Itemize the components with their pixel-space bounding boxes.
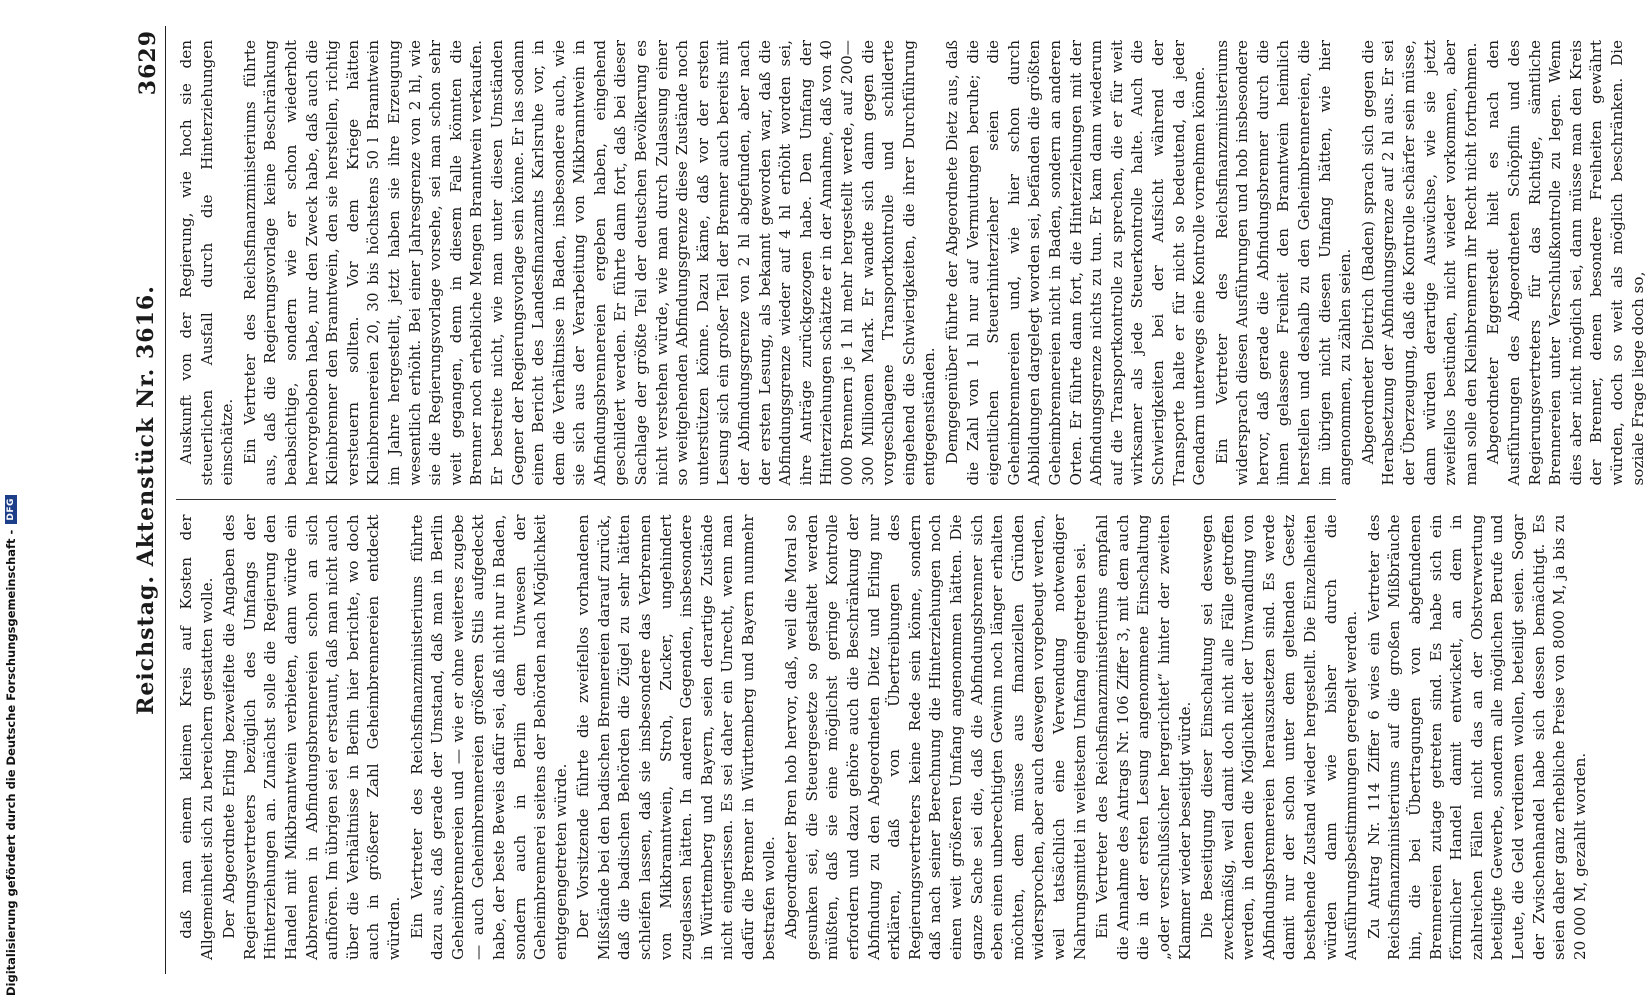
paragraph: Abgeordneter Bren hob hervor, daß, weil die Moral so gesunken sei, die Steuergesetze so gestaltet werden müßten, daß sie eine möglichst geringe Kontrolle erfordern und dazu gehöre auch die Beschränkung der Abfindung zu den Abgeordneten Dietz und Erling nur erklären, daß von Übertreibungen des Regierungsvertreters keine Rede sein könne, sondern daß nach seiner Berechnung die Hinterziehungen noch einen weit größeren Umfang angenommen hätten. Die ganze Sache sei die, daß die Abfindungsbrenner sich eben einen unberechtigten Gewinn noch länger erhalten möchten, dem müsse aus finanziellen Gründen widersprochen, aber auch deswegen vorgebeugt werden, weil tatsächlich eine Verwendung notwendiger Nahrungsmittel in weitestem Umfang eingetreten sei.: [782, 514, 1089, 960]
paragraph: Auskunft von der Regierung, wie hoch sie den steuerlichen Ausfall durch die Hinterziehungen einschätze.: [177, 40, 237, 486]
paragraph: Der Vorsitzende führte die zweifellos vorhandenen Mißstände bei den badischen Brennereien darauf zurück, daß die badischen Behörden die Zügel zu sehr hätten schleifen lassen, daß sie insbesondere das Verbrennen von Mikbranntwein, Stroh, Zucker, ungehindert zugelassen hätten. In anderen Gegenden, insbesondere in Württemberg und Bayern, seien derartige Zustände nicht eingerissen. Es sei daher ein Unrecht, wenn man dafür die Brenner in Württemberg und Bayern nunmehr bestrafen wolle.: [574, 514, 778, 960]
paragraph: Zu Antrag Nr. 114 Ziffer 6 wies ein Vertreter des Reichsfinanzministeriums auf die großen Mißbräuche hin, die bei Übertragungen von abgefundenen Brennereien zutage getreten sind. Es habe sich ein förmlicher Handel damit entwickelt, an dem in zahlreichen Fällen nicht das an der Obstverwertung beteiligte Gewerbe, sondern alle möglichen Berufe und Leute, die Geld verdienen wollen, beteiligt seien. Sogar der Zwischenhandel habe sich dessen bemächtigt. Es seien daher ganz erhebliche Preise von 8000 M, ja bis zu 20 000 M, gezahlt worden.: [1364, 514, 1589, 960]
paragraph: Ein Vertreter des Reichsfinanzministeriums führte aus, daß die Regierungsvorlage keine Beschränkung beabsichtige, sondern wie er schon wiederholt hervorgehoben habe, nur den Zweck habe, daß auch die Kleinbrenner den Branntwein, den sie herstellen, richtig versteuern sollten. Vor dem Kriege hätten Kleinbrennereien 20, 30 bis höchstens 50 l Branntwein im Jahre hergestellt, jetzt haben sie ihre Erzeugung wesentlich erhöht. Bei einer Jahresgrenze von 2 hl, wie sie die Regierungsvorlage vorsehe, sei man schon sehr weit gegangen, denn in diesem Falle könnten die Brenner noch erhebliche Mengen Branntwein verkaufen. Er bestreite nicht, wie man unter diesen Umständen Gegner der Regierungsvorlage sein könne. Er las sodann einen Bericht des Landesfinanzamts Karlsruhe vor, in dem die Verhältnisse in Baden, insbesondere auch, wie sie sich aus der Verarbeitung von Mikbranntwein in Abfindungsbrennereien ergeben haben, eingehend geschildert werden. Er führte dann fort, daß bei dieser Sachlage der größte Teil der deutschen Bevölkerung es nicht verstehen würde, wie man durch Zulassung einer so weitgehenden Abfindungsgrenze diese Zustände noch unterstützen könne. Dazu käme, daß vor der ersten Lesung sich ein großer Teil der Brenner auch bereits mit der Abfindungsgrenze von 2 hl abgefunden, aber nach der ersten Lesung, als bekannt geworden war, daß die Abfindungsgrenze wieder auf 4 hl erhöht worden sei, ihre Anträge zurückgezogen habe. Den Umfang der Hinterziehungen schätzte er in der Annahme, daß von 40 000 Brennern je 1 hl mehr hergestellt werde, auf 200—300 Millionen Mark. Er wandte sich dann gegen die vorgeschlagene Transportkontrolle und schilderte eingehend die Schwierigkeiten, die ihrer Durchführung entgegenständen.: [240, 40, 939, 486]
paragraph: daß man einem kleinen Kreis auf Kosten der Allgemeinheit sich zu bereichern gestatten wolle.: [177, 514, 216, 960]
paragraph: Abgeordneter Dietrich (Baden) sprach sich gegen die Herabsetzung der Abfindungsgrenze auf 2 hl aus. Er sei der Überzeugung, daß die Kontrolle schärfer sein müsse, dann würden derartige Auswüchse, wie sie jetzt zweifellos bestünden, nicht wieder vorkommen, aber man solle den Kleinbrennern ihr Recht nicht fortnehmen.: [1358, 40, 1480, 486]
paragraph: Die Beseitigung dieser Einschaltung sei deswegen zweckmäßig, weil damit doch nicht alle Fälle getroffen werden, in denen die Möglichkeit der Umwandlung von Abfindungsbrennereien herauszusetzen sind. Es werde damit nur der schon unter dem geltenden Gesetz bestehende Zustand wieder hergestellt. Die Einzelheiten würden dann wie bisher durch die Ausführungsbestimmungen geregelt werden.: [1198, 514, 1361, 960]
credit-text: Digitalisierung gefördert durch die Deutsche Forschungsgemeinschaft -: [4, 529, 18, 996]
newspaper-page: [97, 0, 1647, 1000]
paragraph: Demgegenüber führte der Abgeordnete Dietz aus, daß die Zahl von 1 hl nur auf Vermutungen beruhe; die eigentlichen Steuerhinterzieher seien die Geheimbrennereien und, wie hier schon durch Abbildungen dargelegt worden sei, befänden die größten Geheimbrennereien nicht in Baden, sondern an anderen Orten. Er führte dann fort, die Hinterziehungen mit der Abfindungsgrenze nichts zu tun. Er kam dann wiederum auf die Transportkontrolle zu sprechen, die er für weit wirksamer als jede Steuerkontrolle halte. Auch die Schwierigkeiten bei der Aufsicht während der Transporte halte er für nicht so bedeutend, da jeder Gendarm unterwegs eine Kontrolle vornehmen könne.: [942, 40, 1209, 486]
page-number: 3629: [135, 30, 161, 96]
paragraph: Ein Vertreter des Reichsfinanzministeriums führte dazu aus, daß gerade der Umstand, daß man in Berlin Geheimbrennereien und — wie er ohne weiteres zugebe — auch Geheimbrennereien größeren Stils aufgedeckt habe, der beste Beweis dafür sei, daß nicht nur in Baden, sondern auch in Berlin dem Unwesen der Geheimbrennerei seitens der Behörden nach Möglichkeit entgegengetreten würde.: [407, 514, 570, 960]
text-columns: [176, 26, 1647, 974]
page-header: [131, 26, 166, 974]
page-title: Reichstag. Aktenstück Nr. 3616.: [133, 285, 159, 715]
paragraph: Der Abgeordnete Erling bezweifelte die Angaben des Regierungsvertreters bezüglich des Umfangs der Hinterziehungen an. Zunächst solle die Regierung den Handel mit Mikbranntwein verbieten, dann würde ein Abbrennen in Abfindungsbrennereien schon an sich aufhören. Im übrigen sei er erstaunt, daß man nicht auch über die Verhältnisse in Berlin hier berichte, wo doch auch in größerer Zahl Geheimbrennereien entdeckt würden.: [220, 514, 403, 960]
paragraph: Ein Vertreter des Reichsfinanzministeriums widersprach diesen Ausführungen und hob insbesondere hervor, daß gerade die Abfindungsbrenner durch die ihnen gelassene Freiheit den Branntwein heimlich herstellen und deshalb zu den Geheimbrennereien, die im übrigen nicht diesen Umfang hätten, wie hier angenommen, zu zählen seien.: [1212, 40, 1355, 486]
paragraph: Abgeordneter Eggerstedt hielt es nach den Ausführungen des Abgeordneten Schöpflin und des Regierungsvertreters für das Richtige, sämtliche Brennereien unter Verschlußkontrolle zu legen. Wenn dies aber nicht möglich sei, dann müsse man den Kreis der Brenner, denen besondere Freiheiten gewährt würden, doch so weit als möglich beschränken. Die soziale Frage liege doch so,: [1484, 40, 1647, 486]
paragraph: Ein Vertreter des Reichsfinanzministeriums empfahl die Annahme des Antrags Nr. 106 Ziffer 3, mit dem auch die in der ersten Lesung angenommene Einschaltung „oder verschlußsicher hergerichtet“ hinter der zweiten Klammer wieder beseitigt würde.: [1093, 514, 1194, 960]
dfg-logo-icon: DFG: [5, 495, 17, 524]
left-column: [176, 501, 1589, 975]
right-column: [176, 26, 1647, 500]
digitization-credit: [2, 0, 20, 1000]
column-divider: [176, 500, 1336, 501]
